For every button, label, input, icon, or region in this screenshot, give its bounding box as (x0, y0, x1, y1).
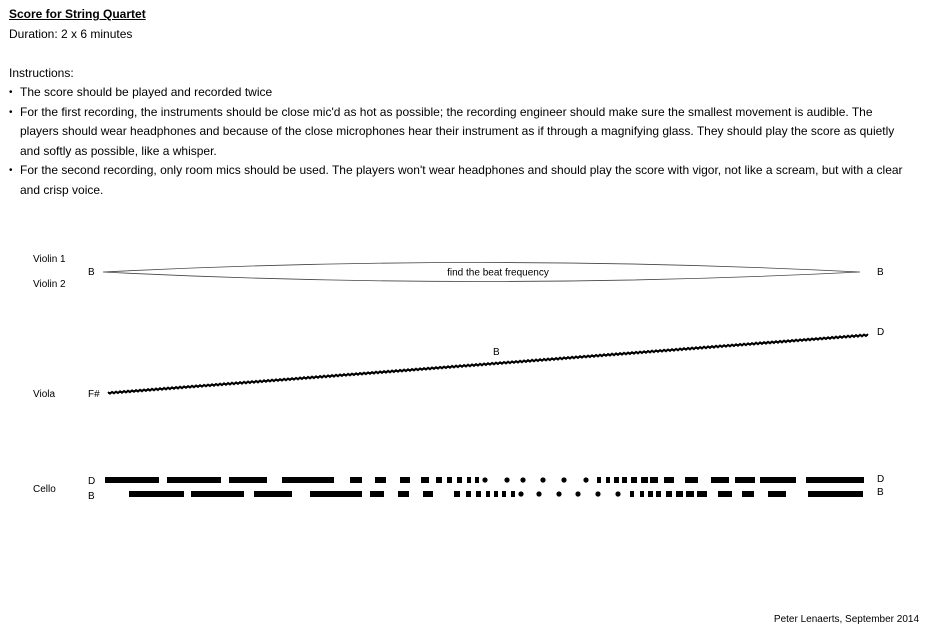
cello-mark (648, 491, 653, 497)
cello-mark (436, 477, 442, 483)
cello-mark (370, 491, 384, 497)
cello-mark (614, 477, 619, 483)
cello-top-line (105, 477, 864, 483)
cello-mark (504, 477, 509, 482)
cello-mark (540, 477, 545, 482)
cello-mark (467, 477, 471, 483)
cello-mark (718, 491, 732, 497)
cello-mark (656, 491, 661, 497)
viola-glissando-core (108, 335, 868, 393)
instructions-heading: Instructions: (9, 66, 74, 80)
violin2-label: Violin 2 (33, 279, 66, 290)
cello-mark (536, 491, 541, 496)
cello-mark (191, 491, 244, 497)
cello-mark (666, 491, 672, 497)
cello-mark (520, 477, 525, 482)
cello-top-start-note: D (88, 476, 96, 487)
cello-mark (561, 477, 566, 482)
cello-mark (447, 477, 452, 483)
cello-mark (622, 477, 627, 483)
cello-mark (375, 477, 386, 483)
cello-mark (606, 477, 610, 483)
cello-mark (129, 491, 184, 497)
cello-mark (650, 477, 658, 483)
violin-start-note: B (88, 267, 95, 278)
duration-text: Duration: 2 x 6 minutes (9, 27, 133, 41)
footer-credit: Peter Lenaerts, September 2014 (773, 614, 919, 625)
cello-mark (482, 477, 487, 482)
cello-mark (556, 491, 561, 496)
cello-label: Cello (33, 484, 56, 495)
cello-mark (780, 477, 796, 483)
bullet-icon: • (9, 106, 13, 118)
cello-mark (476, 491, 481, 497)
cello-mark (494, 491, 498, 497)
cello-mark (454, 491, 460, 497)
cello-mark (597, 477, 601, 483)
cello-bottom-line (129, 491, 863, 497)
violin-annotation: find the beat frequency (447, 267, 549, 279)
cello-mark (735, 477, 755, 483)
cello-mark (105, 477, 159, 483)
page-title: Score for String Quartet (9, 7, 146, 21)
cello-bottom-start-note: B (88, 491, 95, 502)
viola-start-note: F# (88, 389, 100, 400)
cello-mark (575, 491, 580, 496)
cello-mark (511, 491, 515, 497)
viola-label: Viola (33, 389, 56, 400)
violin-end-note: B (877, 267, 884, 278)
cello-mark (457, 477, 462, 483)
cello-mark (685, 477, 698, 483)
cello-mark (400, 477, 410, 483)
cello-mark (466, 491, 471, 497)
cello-mark (229, 477, 267, 483)
cello-mark (486, 491, 490, 497)
cello-mark (664, 477, 674, 483)
cello-mark (631, 477, 637, 483)
cello-mark (423, 491, 433, 497)
instruction-text: The score should be played and recorded twice (20, 85, 273, 99)
bullet-icon: • (9, 87, 13, 98)
cello-mark (641, 477, 648, 483)
cello-mark (475, 477, 479, 483)
cello-mark (760, 477, 782, 483)
cello-mark (595, 491, 600, 496)
cello-mark (768, 491, 786, 497)
instruction-text: For the second recording, only room mics should be used. The players won't wear headphones and should play the score with vigor, not like a scream, but with a clear and crisp voice. (20, 163, 903, 197)
cello-mark (254, 491, 292, 497)
cello-mark (697, 491, 707, 497)
cello-mark (640, 491, 644, 497)
cello-mark (282, 477, 334, 483)
cello-mark (806, 477, 864, 483)
cello-mark (167, 477, 221, 483)
cello-mark (518, 491, 523, 496)
instruction-text: For the first recording, the instruments should be close mic'd as hot as possible; the recording engineer should make sure the smallest movement is audible. The players should wear headphones and because of the close microphones hear their instrument as if through a magnifying glass. They should play the score as quietly and softly as possible, like a whisper. (20, 104, 895, 158)
violin1-label: Violin 1 (33, 254, 66, 265)
cello-mark (583, 477, 588, 482)
cello-mark (711, 477, 729, 483)
cello-mark (421, 477, 429, 483)
cello-mark (742, 491, 754, 497)
viola-mid-note: B (493, 347, 500, 358)
cello-mark (615, 491, 620, 496)
cello-top-end-note: D (877, 474, 885, 485)
cello-mark (310, 491, 362, 497)
cello-mark (676, 491, 683, 497)
cello-mark (502, 491, 506, 497)
bullet-icon: • (9, 165, 13, 177)
cello-mark (686, 491, 694, 497)
viola-end-note: D (877, 327, 885, 338)
cello-mark (808, 491, 863, 497)
cello-mark (630, 491, 634, 497)
cello-mark (350, 477, 362, 483)
cello-bottom-end-note: B (877, 487, 884, 498)
cello-mark (398, 491, 409, 497)
